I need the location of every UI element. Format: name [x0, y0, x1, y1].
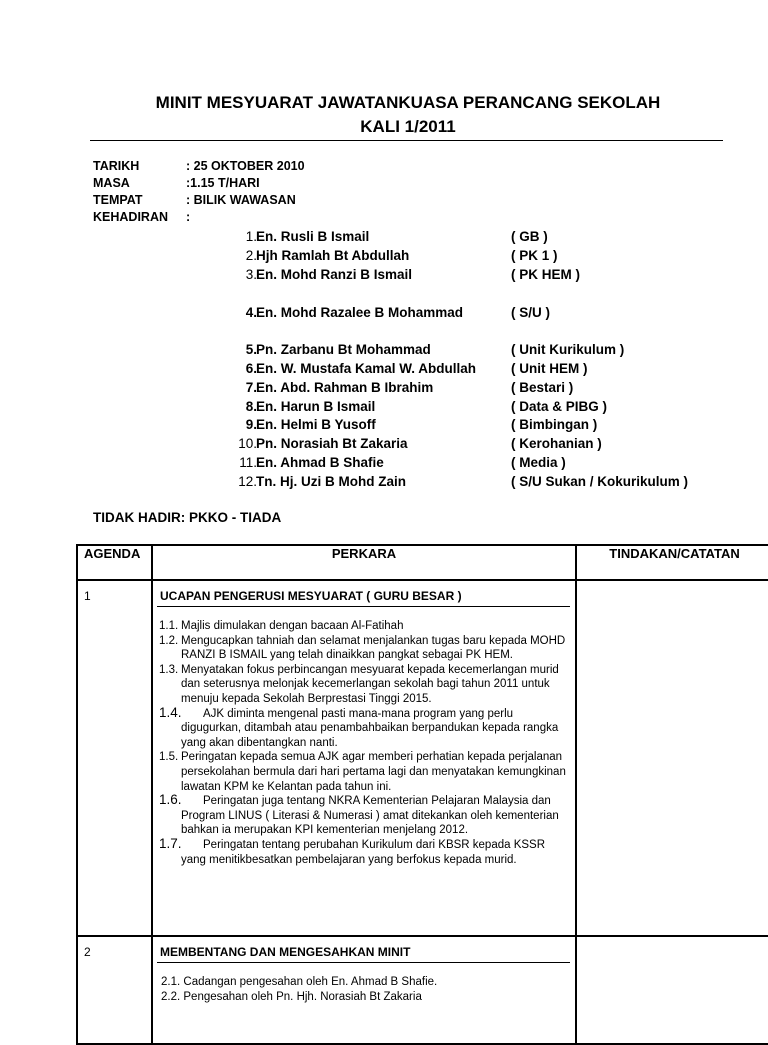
- attendee-number: 12.: [238, 474, 257, 489]
- attendee-name: Pn. Zarbanu Bt Mohammad: [256, 342, 431, 357]
- attendee-number: 6.: [245, 361, 257, 376]
- attendee-role: ( Data & PIBG ): [511, 399, 608, 414]
- info-label: MASA: [93, 176, 130, 190]
- minute-point: [157, 704, 571, 751]
- attendee-name: Tn. Hj. Uzi B Mohd Zain: [256, 474, 406, 489]
- point-text: Cadangan pengesahan oleh En. Ahmad B Shafie.: [183, 976, 438, 988]
- attendee-number: 7.: [245, 380, 257, 395]
- point-text: Pengesahan oleh Pn. Hjh. Norasiah Bt Zakaria: [183, 990, 422, 1003]
- attendee-role: ( GB ): [511, 229, 548, 244]
- point-text: Majlis dimulakan dengan bacaan Al-Fatihah: [181, 620, 404, 632]
- header-agenda: AGENDA: [77, 545, 152, 580]
- attendee-role: ( Bestari ): [511, 380, 574, 395]
- attendee-name: Hjh Ramlah Bt Abdullah: [256, 248, 410, 263]
- header-tindakan: TINDAKAN/CATATAN: [576, 545, 768, 580]
- minute-point: [157, 619, 571, 634]
- info-label: TEMPAT: [93, 193, 143, 207]
- perkara-cell: [152, 580, 576, 936]
- absent-note: TIDAK HADIR: PKKO - TIADA: [93, 510, 282, 525]
- point-number: 1.7.: [159, 835, 182, 851]
- agenda-number: 2: [77, 936, 152, 1044]
- attendee-number: 5.: [245, 342, 257, 357]
- point-number: 1.2.: [159, 634, 179, 647]
- attendee-name: En. Mohd Ranzi B Ismail: [256, 267, 413, 282]
- minute-point: [157, 663, 571, 707]
- section-title: MEMBENTANG DAN MENGESAHKAN MINIT: [157, 943, 570, 963]
- point-text: AJK diminta mengenal pasti mana-mana program yang perlu digugurkan, ditambah atau penambahbaikan berpandukan kepada rangka yang akan dibentangkan nanti.: [181, 707, 559, 749]
- point-text: Peringatan tentang perubahan Kurikulum dari KBSR kepada KSSR yang menitikbesatkan pembelajaran yang berfokus kepada murid.: [181, 838, 546, 866]
- point-text: Mengucapkan tahniah dan selamat menjalankan tugas baru kepada MOHD RANZI B ISMAIL yang telah dinaikkan pangkat sebagai PK HEM.: [181, 634, 566, 662]
- attendee-name: En. Harun B Ismail: [256, 399, 376, 414]
- point-text: Menyatakan fokus perbincangan mesyuarat kepada kecemerlangan murid dan seterusnya melonjak kecemerlangan sekolah bagi tahun 2011 untuk menuju kepada Sekolah Berprestasi Tinggi 2015.: [181, 663, 559, 705]
- point-number: 1.5.: [159, 751, 179, 764]
- point-number: 1.6.: [159, 792, 182, 808]
- table-header-row: [77, 545, 768, 580]
- attendee-name: Pn. Norasiah Bt Zakaria: [256, 436, 408, 451]
- table-row: [77, 580, 768, 936]
- table-row: [77, 936, 768, 1044]
- attendee-name: En. Rusli B Ismail: [256, 229, 370, 244]
- minute-point: [157, 975, 571, 990]
- agenda-number: 1: [77, 580, 152, 936]
- point-number: 1.4.: [159, 704, 182, 720]
- minute-point: [157, 835, 571, 867]
- attendee-name: En. W. Mustafa Kamal W. Abdullah: [256, 361, 477, 376]
- tindakan-cell: [576, 580, 768, 936]
- attendee-role: ( PK HEM ): [511, 267, 580, 282]
- title-rule: [90, 140, 723, 141]
- info-row-place: [93, 193, 296, 209]
- minutes-table: [76, 544, 768, 1045]
- attendee-role: ( Unit HEM ): [511, 361, 588, 376]
- attendee-name: En. Abd. Rahman B Ibrahim: [256, 380, 434, 395]
- attendee-number: 1.: [245, 229, 257, 244]
- attendee-role: ( S/U ): [511, 305, 550, 320]
- attendee-number: 3.: [245, 267, 257, 282]
- attendee-role: ( PK 1 ): [511, 248, 558, 263]
- attendee-number: 9.: [245, 417, 257, 432]
- point-text: Peringatan juga tentang NKRA Kementerian Pelajaran Malaysia dan Program LINUS ( Literasi & Numerasi ) amat ditekankan oleh kementerian bahkan ia merupakan KPI kementerian menjelang 2012.: [181, 795, 559, 837]
- perkara-cell: [152, 936, 576, 1044]
- section-title: UCAPAN PENGERUSI MESYUARAT ( GURU BESAR ): [157, 587, 570, 607]
- attendee-role: ( Kerohanian ): [511, 436, 602, 451]
- info-value: :1.15 T/HARI: [186, 176, 260, 190]
- attendee-number: 8.: [245, 399, 257, 414]
- minute-point: [157, 750, 571, 794]
- point-text: Peringatan kepada semua AJK agar memberi perhatian kepada perjalanan persekolahan bermula dari hari pertama lagi dan menyatakan kemungkinan lawatan KPM ke Kelantan pada tahun ini.: [181, 751, 566, 793]
- info-row-date: [93, 159, 305, 175]
- document-title: MINIT MESYUARAT JAWATANKUASA PERANCANG SEKOLAH: [155, 93, 661, 112]
- info-row-attendance: [93, 210, 190, 226]
- attendee-name: En. Ahmad B Shafie: [256, 455, 384, 470]
- header-perkara: PERKARA: [152, 545, 576, 580]
- attendee-role: ( Media ): [511, 455, 566, 470]
- info-value: :: [186, 210, 191, 224]
- attendee-number: 2.: [245, 248, 257, 263]
- attendee-role: ( Bimbingan ): [511, 417, 598, 432]
- point-number: 1.1.: [159, 620, 179, 632]
- attendee-name: En. Mohd Razalee B Mohammad: [256, 305, 464, 320]
- point-number: 2.1.: [161, 976, 181, 988]
- info-value: : BILIK WAWASAN: [186, 193, 296, 207]
- point-number: 1.3.: [159, 663, 179, 676]
- attendee-number: 4.: [245, 305, 257, 320]
- document-subtitle: KALI 1/2011: [360, 117, 456, 136]
- attendee-number: 11.: [239, 455, 257, 470]
- info-value: : 25 OKTOBER 2010: [186, 159, 305, 173]
- tindakan-cell: [576, 936, 768, 1044]
- minute-point: [157, 990, 571, 1005]
- info-row-time: [93, 176, 260, 192]
- attendee-role: ( S/U Sukan / Kokurikulum ): [511, 474, 689, 489]
- minute-point: [157, 634, 571, 663]
- info-label: KEHADIRAN: [93, 210, 168, 224]
- attendee-name: En. Helmi B Yusoff: [256, 417, 376, 432]
- info-label: TARIKH: [93, 159, 140, 173]
- minute-point: [157, 794, 571, 838]
- attendee-number: 10.: [238, 436, 257, 451]
- attendee-role: ( Unit Kurikulum ): [511, 342, 625, 357]
- point-number: 2.2.: [161, 990, 181, 1003]
